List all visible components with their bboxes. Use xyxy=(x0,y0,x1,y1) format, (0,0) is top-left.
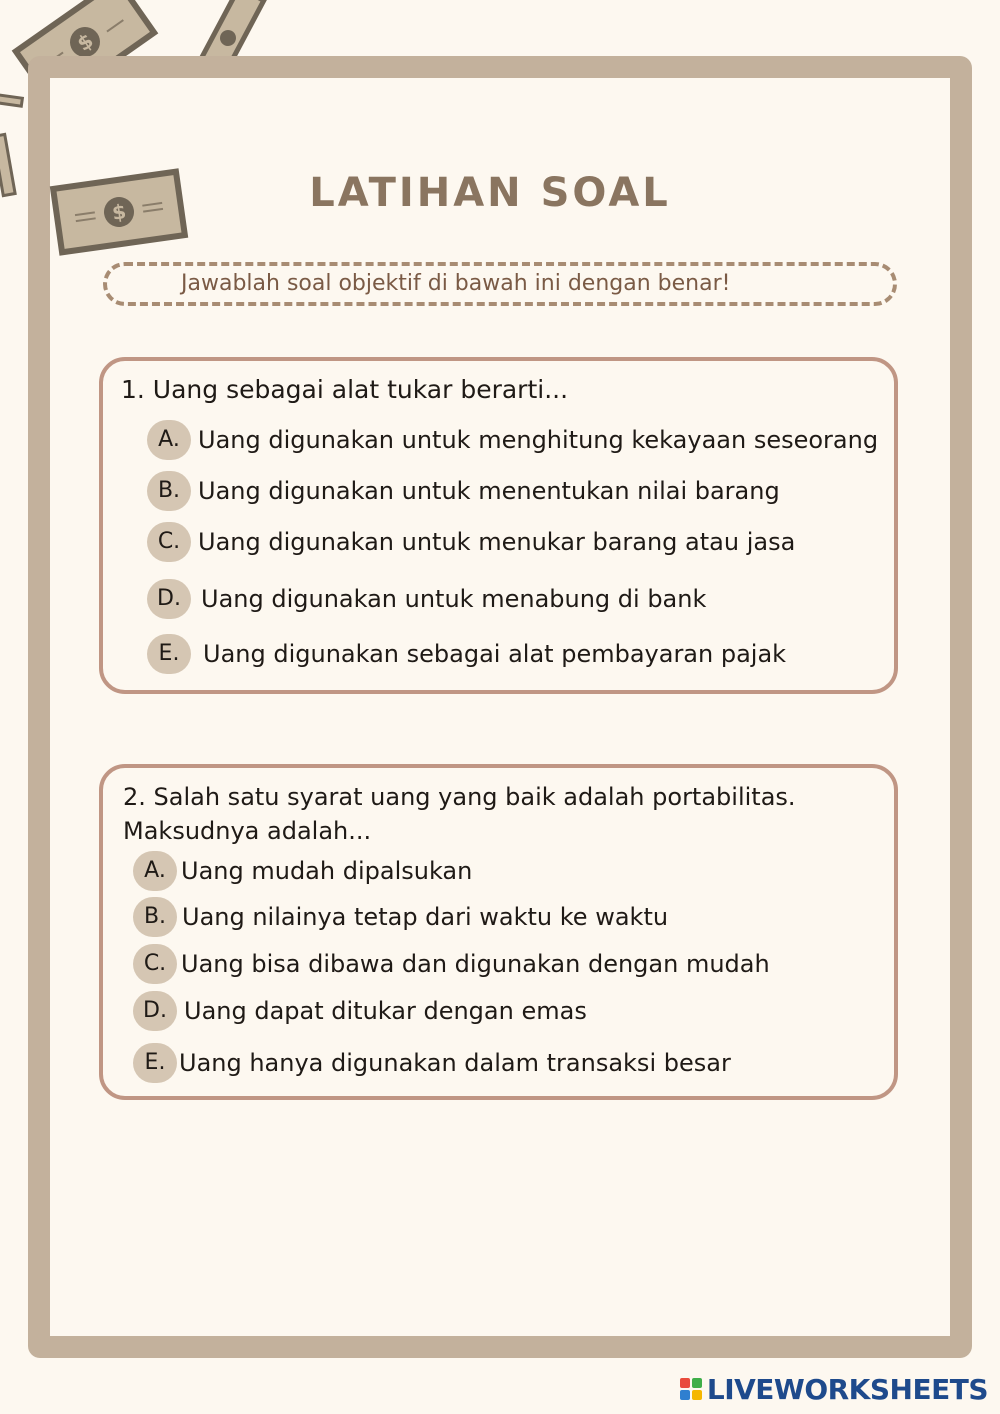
option-letter: C. xyxy=(147,522,191,562)
option-text: Uang bisa dibawa dan digunakan dengan mudah xyxy=(181,950,770,978)
option-letter: C. xyxy=(133,944,177,984)
money-bill-icon xyxy=(44,162,194,262)
question-text-line: 2. Salah satu syarat uang yang baik adalah portabilitas. xyxy=(123,783,796,811)
money-bill-icon xyxy=(0,134,15,195)
option-letter: B. xyxy=(147,471,191,511)
liveworksheets-logo-icon xyxy=(680,1378,702,1400)
svg-text:$: $ xyxy=(110,199,128,225)
option-letter: D. xyxy=(133,991,177,1031)
option-text: Uang digunakan untuk menghitung kekayaan seseorang xyxy=(198,426,879,454)
question-text xyxy=(123,780,823,848)
option-letter: E. xyxy=(133,1043,177,1083)
question-text: 1. Uang sebagai alat tukar berarti... xyxy=(121,375,569,404)
option-text: Uang mudah dipalsukan xyxy=(181,857,473,885)
question-text-line: Maksudnya adalah... xyxy=(123,817,372,845)
question-card-1 xyxy=(99,357,898,694)
option-text: Uang digunakan untuk menabung di bank xyxy=(201,585,707,613)
option-text: Uang hanya digunakan dalam transaksi besar xyxy=(179,1049,731,1077)
instruction-text: Jawablah soal objektif di bawah ini dengan benar! xyxy=(103,262,897,306)
option-text: Uang digunakan sebagai alat pembayaran pajak xyxy=(203,640,787,668)
option-letter: D. xyxy=(147,579,191,619)
page-title: LATIHAN SOAL xyxy=(309,170,671,216)
option-letter: E. xyxy=(147,634,191,674)
money-bill-icon xyxy=(0,94,22,106)
option-text: Uang dapat ditukar dengan emas xyxy=(184,997,587,1025)
option-letter: B. xyxy=(133,897,177,937)
option-text: Uang nilainya tetap dari waktu ke waktu xyxy=(182,903,669,931)
svg-text:$: $ xyxy=(72,28,98,56)
option-letter: A. xyxy=(147,420,191,460)
question-card-2 xyxy=(99,764,898,1100)
option-text: Uang digunakan untuk menukar barang atau jasa xyxy=(198,528,796,556)
liveworksheets-logo[interactable] xyxy=(680,1372,988,1406)
option-text: Uang digunakan untuk menentukan nilai barang xyxy=(198,477,780,505)
logo-text: LIVEWORKSHEETS xyxy=(706,1372,988,1406)
option-letter: A. xyxy=(133,851,177,891)
